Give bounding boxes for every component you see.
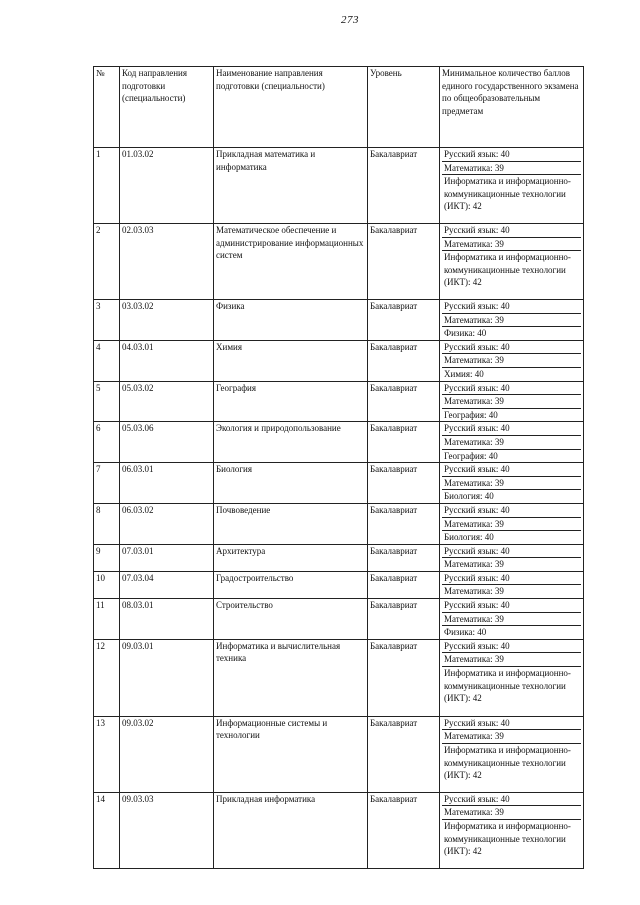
row-level: Бакалавриат [368, 463, 440, 504]
row-level: Бакалавриат [368, 544, 440, 571]
score-entry: Математика: 39 [442, 162, 581, 176]
row-code: 07.03.01 [120, 544, 214, 571]
score-entry: Математика: 39 [444, 559, 504, 570]
row-name: География [214, 381, 368, 422]
row-number: 11 [94, 599, 120, 640]
row-scores [440, 544, 584, 571]
row-name: Градостроительство [214, 571, 368, 598]
row-number: 4 [94, 340, 120, 381]
row-number: 14 [94, 792, 120, 868]
row-scores [440, 503, 584, 544]
row-name: Химия [214, 340, 368, 381]
score-entry: Химия: 40 [444, 368, 484, 379]
row-number: 1 [94, 148, 120, 224]
row-scores [440, 340, 584, 381]
table-row [94, 571, 584, 598]
row-name: Информатика и вычислительная техника [214, 639, 368, 716]
row-name: Информационные системы и технологии [214, 716, 368, 792]
table-row [94, 422, 584, 463]
table-row [94, 503, 584, 544]
score-entry: Русский язык: 40 [442, 382, 581, 396]
row-number: 2 [94, 224, 120, 300]
row-scores [440, 571, 584, 598]
row-scores [440, 639, 584, 716]
score-entry: Русский язык: 40 [442, 640, 581, 654]
score-entry: Математика: 39 [442, 653, 581, 667]
row-scores [440, 599, 584, 640]
score-entry: Информатика и информационно-коммуникационные технологии (ИКТ): 42 [444, 176, 571, 212]
table-row [94, 381, 584, 422]
score-entry: Математика: 39 [444, 586, 504, 597]
row-number: 9 [94, 544, 120, 571]
score-entry: География: 40 [444, 409, 498, 420]
row-scores [440, 716, 584, 792]
table-row [94, 224, 584, 300]
header-scores: Минимальное количество баллов единого государственного экзамена по общеобразовательным предметам [440, 67, 584, 148]
row-name: Физика [214, 300, 368, 341]
row-level: Бакалавриат [368, 571, 440, 598]
row-code: 09.03.03 [120, 792, 214, 868]
score-entry: Русский язык: 40 [442, 300, 581, 314]
score-entry: Русский язык: 40 [442, 717, 581, 731]
header-level: Уровень [368, 67, 440, 148]
score-entry: Русский язык: 40 [442, 463, 581, 477]
row-code: 06.03.02 [120, 503, 214, 544]
row-number: 7 [94, 463, 120, 504]
row-scores [440, 792, 584, 868]
header-num: № [94, 67, 120, 148]
score-entry: Физика: 40 [444, 328, 487, 339]
table-row [94, 639, 584, 716]
score-entry: Русский язык: 40 [442, 504, 581, 518]
table-row [94, 463, 584, 504]
table-header-row [94, 67, 584, 148]
score-entry: Математика: 39 [442, 314, 581, 328]
score-entry: Русский язык: 40 [442, 793, 581, 807]
table-row [94, 792, 584, 868]
score-entry: Математика: 39 [442, 436, 581, 450]
score-entry: Математика: 39 [442, 730, 581, 744]
score-entry: Информатика и информационно-коммуникационные технологии (ИКТ): 42 [444, 668, 571, 704]
score-entry: География: 40 [444, 450, 498, 461]
score-entry: Математика: 39 [442, 806, 581, 820]
header-name: Наименование направления подготовки (специальности) [214, 67, 368, 148]
row-level: Бакалавриат [368, 300, 440, 341]
row-name: Экология и природопользование [214, 422, 368, 463]
score-entry: Информатика и информационно-коммуникационные технологии (ИКТ): 42 [444, 821, 571, 857]
row-scores [440, 381, 584, 422]
score-entry: Физика: 40 [444, 627, 487, 638]
row-level: Бакалавриат [368, 422, 440, 463]
row-code: 04.03.01 [120, 340, 214, 381]
score-entry: Математика: 39 [442, 238, 581, 252]
table-row [94, 300, 584, 341]
row-level: Бакалавриат [368, 224, 440, 300]
row-number: 3 [94, 300, 120, 341]
table-row [94, 340, 584, 381]
score-entry: Русский язык: 40 [442, 341, 581, 355]
row-code: 07.03.04 [120, 571, 214, 598]
row-name: Прикладная математика и информатика [214, 148, 368, 224]
row-level: Бакалавриат [368, 639, 440, 716]
row-scores [440, 463, 584, 504]
row-name: Биология [214, 463, 368, 504]
page-number: 273 [341, 14, 359, 26]
row-level: Бакалавриат [368, 599, 440, 640]
row-number: 10 [94, 571, 120, 598]
row-scores [440, 224, 584, 300]
table-row [94, 544, 584, 571]
score-entry: Русский язык: 40 [442, 224, 581, 238]
score-entry: Русский язык: 40 [442, 545, 581, 559]
row-number: 6 [94, 422, 120, 463]
row-name: Прикладная информатика [214, 792, 368, 868]
row-name: Математическое обеспечение и администрирование информационных систем [214, 224, 368, 300]
table-body [94, 148, 584, 869]
table-row [94, 716, 584, 792]
row-level: Бакалавриат [368, 148, 440, 224]
row-code: 08.03.01 [120, 599, 214, 640]
row-number: 8 [94, 503, 120, 544]
score-entry: Математика: 39 [442, 395, 581, 409]
row-code: 09.03.02 [120, 716, 214, 792]
row-level: Бакалавриат [368, 716, 440, 792]
row-number: 13 [94, 716, 120, 792]
score-entry: Русский язык: 40 [442, 572, 581, 586]
row-code: 06.03.01 [120, 463, 214, 504]
row-name: Строительство [214, 599, 368, 640]
row-code: 05.03.02 [120, 381, 214, 422]
score-entry: Русский язык: 40 [442, 422, 581, 436]
score-entry: Математика: 39 [442, 354, 581, 368]
score-entry: Математика: 39 [442, 477, 581, 491]
header-code: Код направления подготовки (специальности) [120, 67, 214, 148]
score-entry: Биология: 40 [444, 532, 494, 543]
row-code: 01.03.02 [120, 148, 214, 224]
row-scores [440, 300, 584, 341]
score-entry: Русский язык: 40 [442, 148, 581, 162]
table-row [94, 148, 584, 224]
row-name: Почвоведение [214, 503, 368, 544]
score-entry: Информатика и информационно-коммуникационные технологии (ИКТ): 42 [444, 745, 571, 781]
score-entry: Биология: 40 [444, 491, 494, 502]
row-level: Бакалавриат [368, 381, 440, 422]
row-name: Архитектура [214, 544, 368, 571]
admission-table [93, 66, 584, 869]
score-entry: Русский язык: 40 [442, 599, 581, 613]
score-entry: Математика: 39 [442, 613, 581, 627]
row-code: 05.03.06 [120, 422, 214, 463]
row-level: Бакалавриат [368, 340, 440, 381]
score-entry: Информатика и информационно-коммуникационные технологии (ИКТ): 42 [444, 252, 571, 288]
row-code: 03.03.02 [120, 300, 214, 341]
row-code: 09.03.01 [120, 639, 214, 716]
row-number: 5 [94, 381, 120, 422]
score-entry: Математика: 39 [442, 518, 581, 532]
row-number: 12 [94, 639, 120, 716]
row-scores [440, 148, 584, 224]
row-level: Бакалавриат [368, 503, 440, 544]
row-scores [440, 422, 584, 463]
row-level: Бакалавриат [368, 792, 440, 868]
table-row [94, 599, 584, 640]
row-code: 02.03.03 [120, 224, 214, 300]
